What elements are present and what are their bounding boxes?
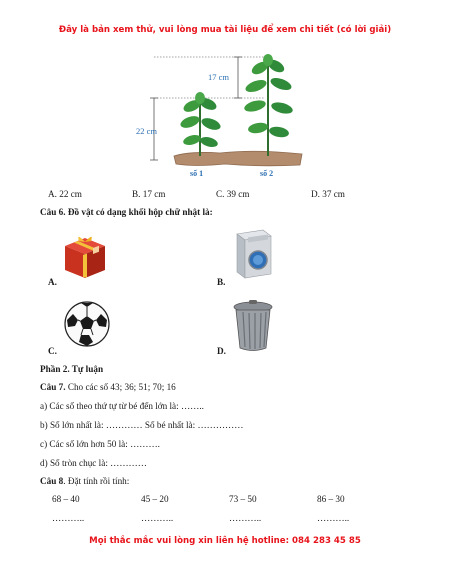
q5-option-a: A. 22 cm bbox=[48, 189, 82, 199]
answer-blank-3: ……….. bbox=[229, 513, 262, 523]
plant-1-label: số 1 bbox=[190, 169, 204, 178]
q7-label: Câu 7. bbox=[40, 382, 66, 392]
label-17cm: 17 cm bbox=[208, 72, 230, 82]
plant-1-icon bbox=[179, 92, 222, 156]
preview-notice-banner: Đây là bản xem thử, vui lòng mua tài liệu để xem chi tiết (có lời giải) bbox=[58, 25, 392, 35]
calc-2: 45 – 20 bbox=[141, 494, 169, 504]
part2-heading: Phần 2. Tự luận bbox=[40, 364, 104, 374]
soccer-ball-icon bbox=[63, 300, 111, 348]
hotline-notice-banner: Mọi thắc mắc vui lòng xin liên hệ hotline: 084 283 45 85 bbox=[89, 536, 361, 546]
calc-3: 73 – 50 bbox=[229, 494, 257, 504]
plant-2-label: số 2 bbox=[260, 169, 274, 178]
q7-statement bbox=[40, 382, 176, 392]
q6-title: Câu 6. Đồ vật có dạng khối hộp chữ nhật là: bbox=[40, 207, 213, 217]
q6-option-b-label: B. bbox=[217, 277, 226, 287]
answer-blank-1: ……….. bbox=[52, 513, 85, 523]
q5-option-c: C. 39 cm bbox=[216, 189, 250, 199]
plant-2-icon bbox=[243, 54, 294, 156]
q6-option-a-label: A. bbox=[48, 277, 57, 287]
trash-can-icon bbox=[230, 298, 276, 354]
q5-option-b: B. 17 cm bbox=[132, 189, 166, 199]
q7-line-c: c) Các số lớn hơn 50 là: ………. bbox=[40, 439, 160, 449]
q7-line-b: b) Số lớn nhất là: ………… Số bé nhất là: …………… bbox=[40, 420, 244, 430]
q6-option-c-label: C. bbox=[48, 346, 57, 356]
q8-text: . Đặt tính rồi tính: bbox=[63, 476, 130, 486]
washing-machine-icon bbox=[229, 228, 275, 282]
answer-blank-4: ……….. bbox=[317, 513, 350, 523]
plant-height-figure bbox=[130, 52, 310, 180]
q7-text: Cho các số 43; 36; 51; 70; 16 bbox=[65, 382, 176, 392]
calc-4: 86 – 30 bbox=[317, 494, 345, 504]
q8-label: Câu 8 bbox=[40, 476, 64, 486]
q7-line-a: a) Các số theo thứ tự từ bé đến lớn là: …….. bbox=[40, 401, 204, 411]
q7-line-d: d) Số tròn chục là: ………… bbox=[40, 458, 147, 468]
answer-blank-2: ……….. bbox=[141, 513, 174, 523]
label-22cm: 22 cm bbox=[136, 126, 158, 136]
q8-statement bbox=[40, 476, 129, 486]
gift-box-icon bbox=[60, 230, 110, 280]
q6-option-d-label: D. bbox=[217, 346, 226, 356]
q5-option-d: D. 37 cm bbox=[311, 189, 345, 199]
calc-1: 68 – 40 bbox=[52, 494, 80, 504]
